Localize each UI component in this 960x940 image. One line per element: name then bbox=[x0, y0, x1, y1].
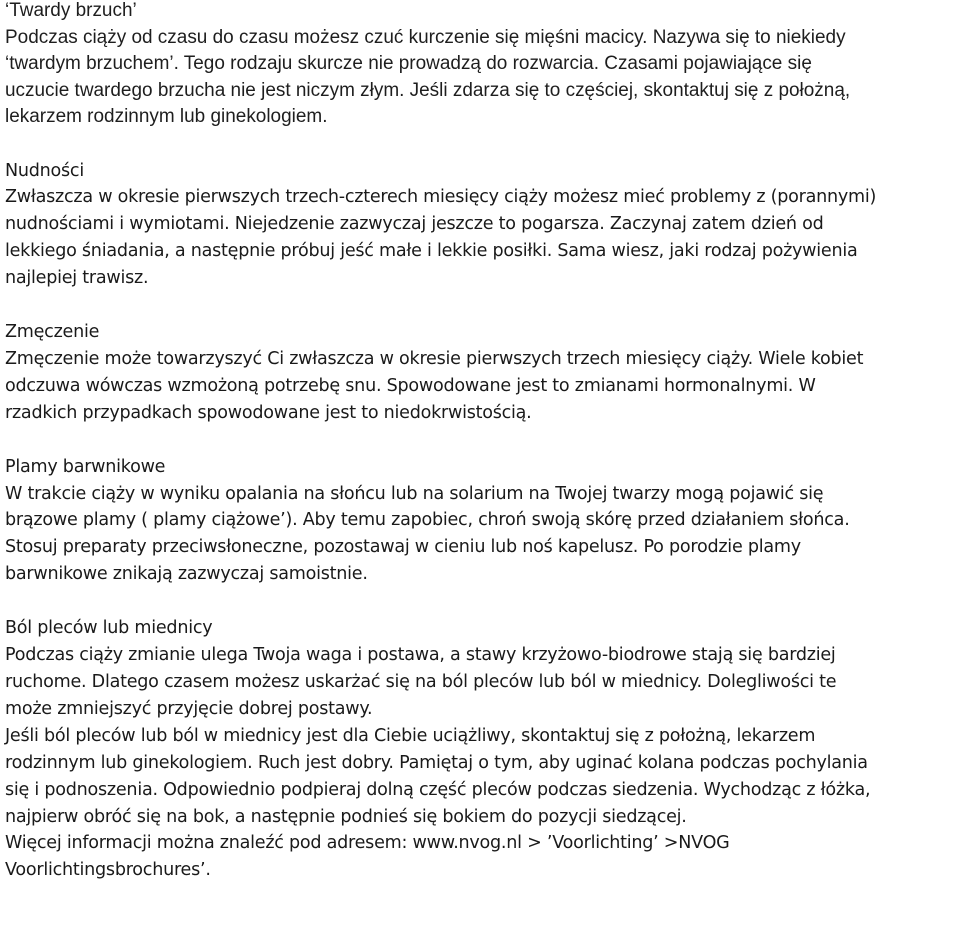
paragraph-line: odczuwa wówczas wzmożoną potrzebę snu. Spowodowane jest to zmianami hormonalnymi. W bbox=[5, 375, 816, 396]
paragraph-line: Voorlichtingsbrochures’. bbox=[5, 860, 211, 881]
paragraph-line: Zmęczenie może towarzyszyć Ci zwłaszcza w okresie pierwszych trzech miesięcy ciąży. Wiele kobiet bbox=[5, 348, 864, 369]
section-heading: Nudności bbox=[5, 160, 84, 181]
paragraph-line: Stosuj preparaty przeciwsłoneczne, pozostawaj w cieniu lub noś kapelusz. Po porodzie plamy bbox=[5, 537, 801, 558]
paragraph-line: może zmniejszyć przyjęcie dobrej postawy. bbox=[5, 698, 373, 719]
paragraph-line: ruchome. Dlatego czasem możesz uskarżać się na ból pleców lub ból w miednicy. Dolegliwości te bbox=[5, 672, 837, 692]
paragraph-line: uczucie twardego brzucha nie jest niczym złym. Jeśli zdarza się to częściej, skontaktuj się z położną, bbox=[5, 79, 851, 101]
paragraph-line: W trakcie ciąży w wyniku opalania na słońcu lub na solarium na Twojej twarzy mogą pojawić się bbox=[5, 483, 824, 504]
paragraph-line: lekkiego śniadania, a następnie próbuj jeść małe i lekkie posiłki. Sama wiesz, jaki rodzaj pożywienia bbox=[5, 241, 858, 262]
paragraph-line: się i podnoszenia. Odpowiednio podpieraj dolną część pleców podczas siedzenia. Wychodząc z łóżka, bbox=[5, 779, 871, 800]
paragraph-line: Zwłaszcza w okresie pierwszych trzech-czterech miesięcy ciąży możesz mieć problemy z (porannymi) bbox=[5, 187, 877, 208]
paragraph-line: Więcej informacji można znaleźć pod adresem: www.nvog.nl > ’Voorlichting’ >NVOG bbox=[5, 833, 730, 854]
section-spacer bbox=[5, 292, 957, 319]
section-spacer bbox=[5, 588, 957, 615]
section-bol-plecow bbox=[5, 615, 957, 884]
paragraph-line: rzadkich przypadkach spowodowane jest to niedokrwistością. bbox=[5, 402, 532, 423]
paragraph-line: Podczas ciąży od czasu do czasu możesz czuć kurczenie się mięśni macicy. Nazywa się to niekiedy bbox=[5, 26, 846, 48]
section-spacer bbox=[5, 427, 957, 454]
paragraph-line: rodzinnym lub ginekologiem. Ruch jest dobry. Pamiętaj o tym, aby uginać kolana podczas pochylania bbox=[5, 752, 868, 773]
section-heading: Ból pleców lub miednicy bbox=[5, 618, 213, 639]
paragraph-line: ‘twardym brzuchem’. Tego rodzaju skurcze nie prowadzą do rozwarcia. Czasami pojawiające się bbox=[5, 53, 812, 74]
section-twardy-brzuch bbox=[5, 0, 957, 131]
section-heading: Plamy barwnikowe bbox=[5, 456, 166, 477]
paragraph-line: lekarzem rodzinnym lub ginekologiem. bbox=[5, 106, 328, 127]
paragraph-line: Jeśli ból pleców lub ból w miednicy jest dla Ciebie uciążliwy, skontaktuj się z położną, lekarzem bbox=[5, 725, 816, 746]
section-nudnosci bbox=[5, 158, 957, 293]
section-zmeczenie bbox=[5, 319, 957, 427]
section-heading: Zmęczenie bbox=[5, 322, 100, 343]
paragraph-line: Podczas ciąży zmianie ulega Twoja waga i postawa, a stawy krzyżowo-biodrowe stają się bardziej bbox=[5, 645, 836, 666]
paragraph-line: barwnikowe znikają zazwyczaj samoistnie. bbox=[5, 564, 368, 585]
paragraph-line: najlepiej trawisz. bbox=[5, 268, 149, 289]
section-heading: ‘Twardy brzuch’ bbox=[5, 0, 137, 21]
paragraph-line: nudnościami i wymiotami. Niejedzenie zazwyczaj jeszcze to pogarsza. Zaczynaj zatem dzień od bbox=[5, 214, 824, 235]
paragraph-line: najpierw obróć się na bok, a następnie podnieś się bokiem do pozycji siedzącej. bbox=[5, 806, 687, 827]
paragraph-line: brązowe plamy ( plamy ciążowe’). Aby temu zapobiec, chroń swoją skórę przed działaniem słońca. bbox=[5, 510, 850, 531]
document-page bbox=[5, 0, 957, 884]
section-plamy-barwnikowe bbox=[5, 454, 957, 589]
section-spacer bbox=[5, 131, 957, 158]
